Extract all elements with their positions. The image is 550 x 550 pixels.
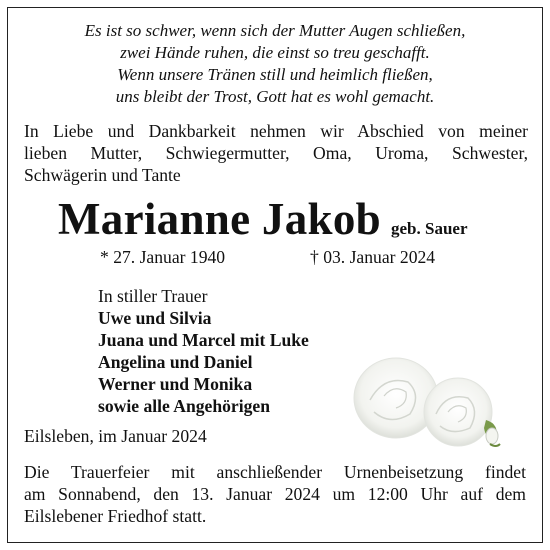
- intro-text: [24, 120, 528, 186]
- intro-line: Schwägerin und Tante: [24, 165, 181, 185]
- mourner-entry: Werner und Monika: [98, 374, 253, 394]
- intro-line: In Liebe und Dankbarkeit nehmen wir Abschied von meiner: [24, 121, 528, 141]
- deceased-name: Marianne Jakob: [58, 194, 381, 244]
- poem-line: uns bleibt der Trost, Gott hat es wohl gemacht.: [115, 87, 435, 106]
- poem-line: Es ist so schwer, wenn sich der Mutter Augen schließen,: [84, 21, 466, 40]
- mourners-list: [98, 285, 309, 417]
- ceremony-info: [24, 461, 526, 527]
- mourner-entry: Juana und Marcel mit Luke: [98, 330, 309, 350]
- mourner-entry: Uwe und Silvia: [98, 308, 212, 328]
- maiden-name: geb. Sauer: [390, 219, 468, 238]
- poem-line: Wenn unsere Tränen still und heimlich fließen,: [117, 65, 433, 84]
- place-date: Eilsleben, im Januar 2024: [24, 426, 207, 446]
- intro-line: lieben Mutter, Schwiegermutter, Oma, Uroma, Schwester,: [24, 143, 528, 163]
- death-date: † 03. Januar 2024: [310, 247, 436, 267]
- ceremony-line: am Sonnabend, den 13. Januar 2024 um 12:00 Uhr auf dem: [24, 484, 526, 504]
- poem-line: zwei Hände ruhen, die einst so treu geschafft.: [120, 43, 430, 62]
- mourners-heading: In stiller Trauer: [98, 286, 208, 306]
- mourner-entry: Angelina und Daniel: [98, 352, 253, 372]
- poem: [20, 20, 530, 108]
- birth-date: * 27. Januar 1940: [100, 247, 226, 267]
- white-roses-image: [350, 340, 510, 455]
- ceremony-line: Die Trauerfeier mit anschließender Urnenbeisetzung findet: [24, 462, 526, 482]
- deceased-name-row: [58, 193, 467, 245]
- mourner-entry: sowie alle Angehörigen: [98, 396, 271, 416]
- ceremony-line: Eilslebener Friedhof statt.: [24, 506, 207, 526]
